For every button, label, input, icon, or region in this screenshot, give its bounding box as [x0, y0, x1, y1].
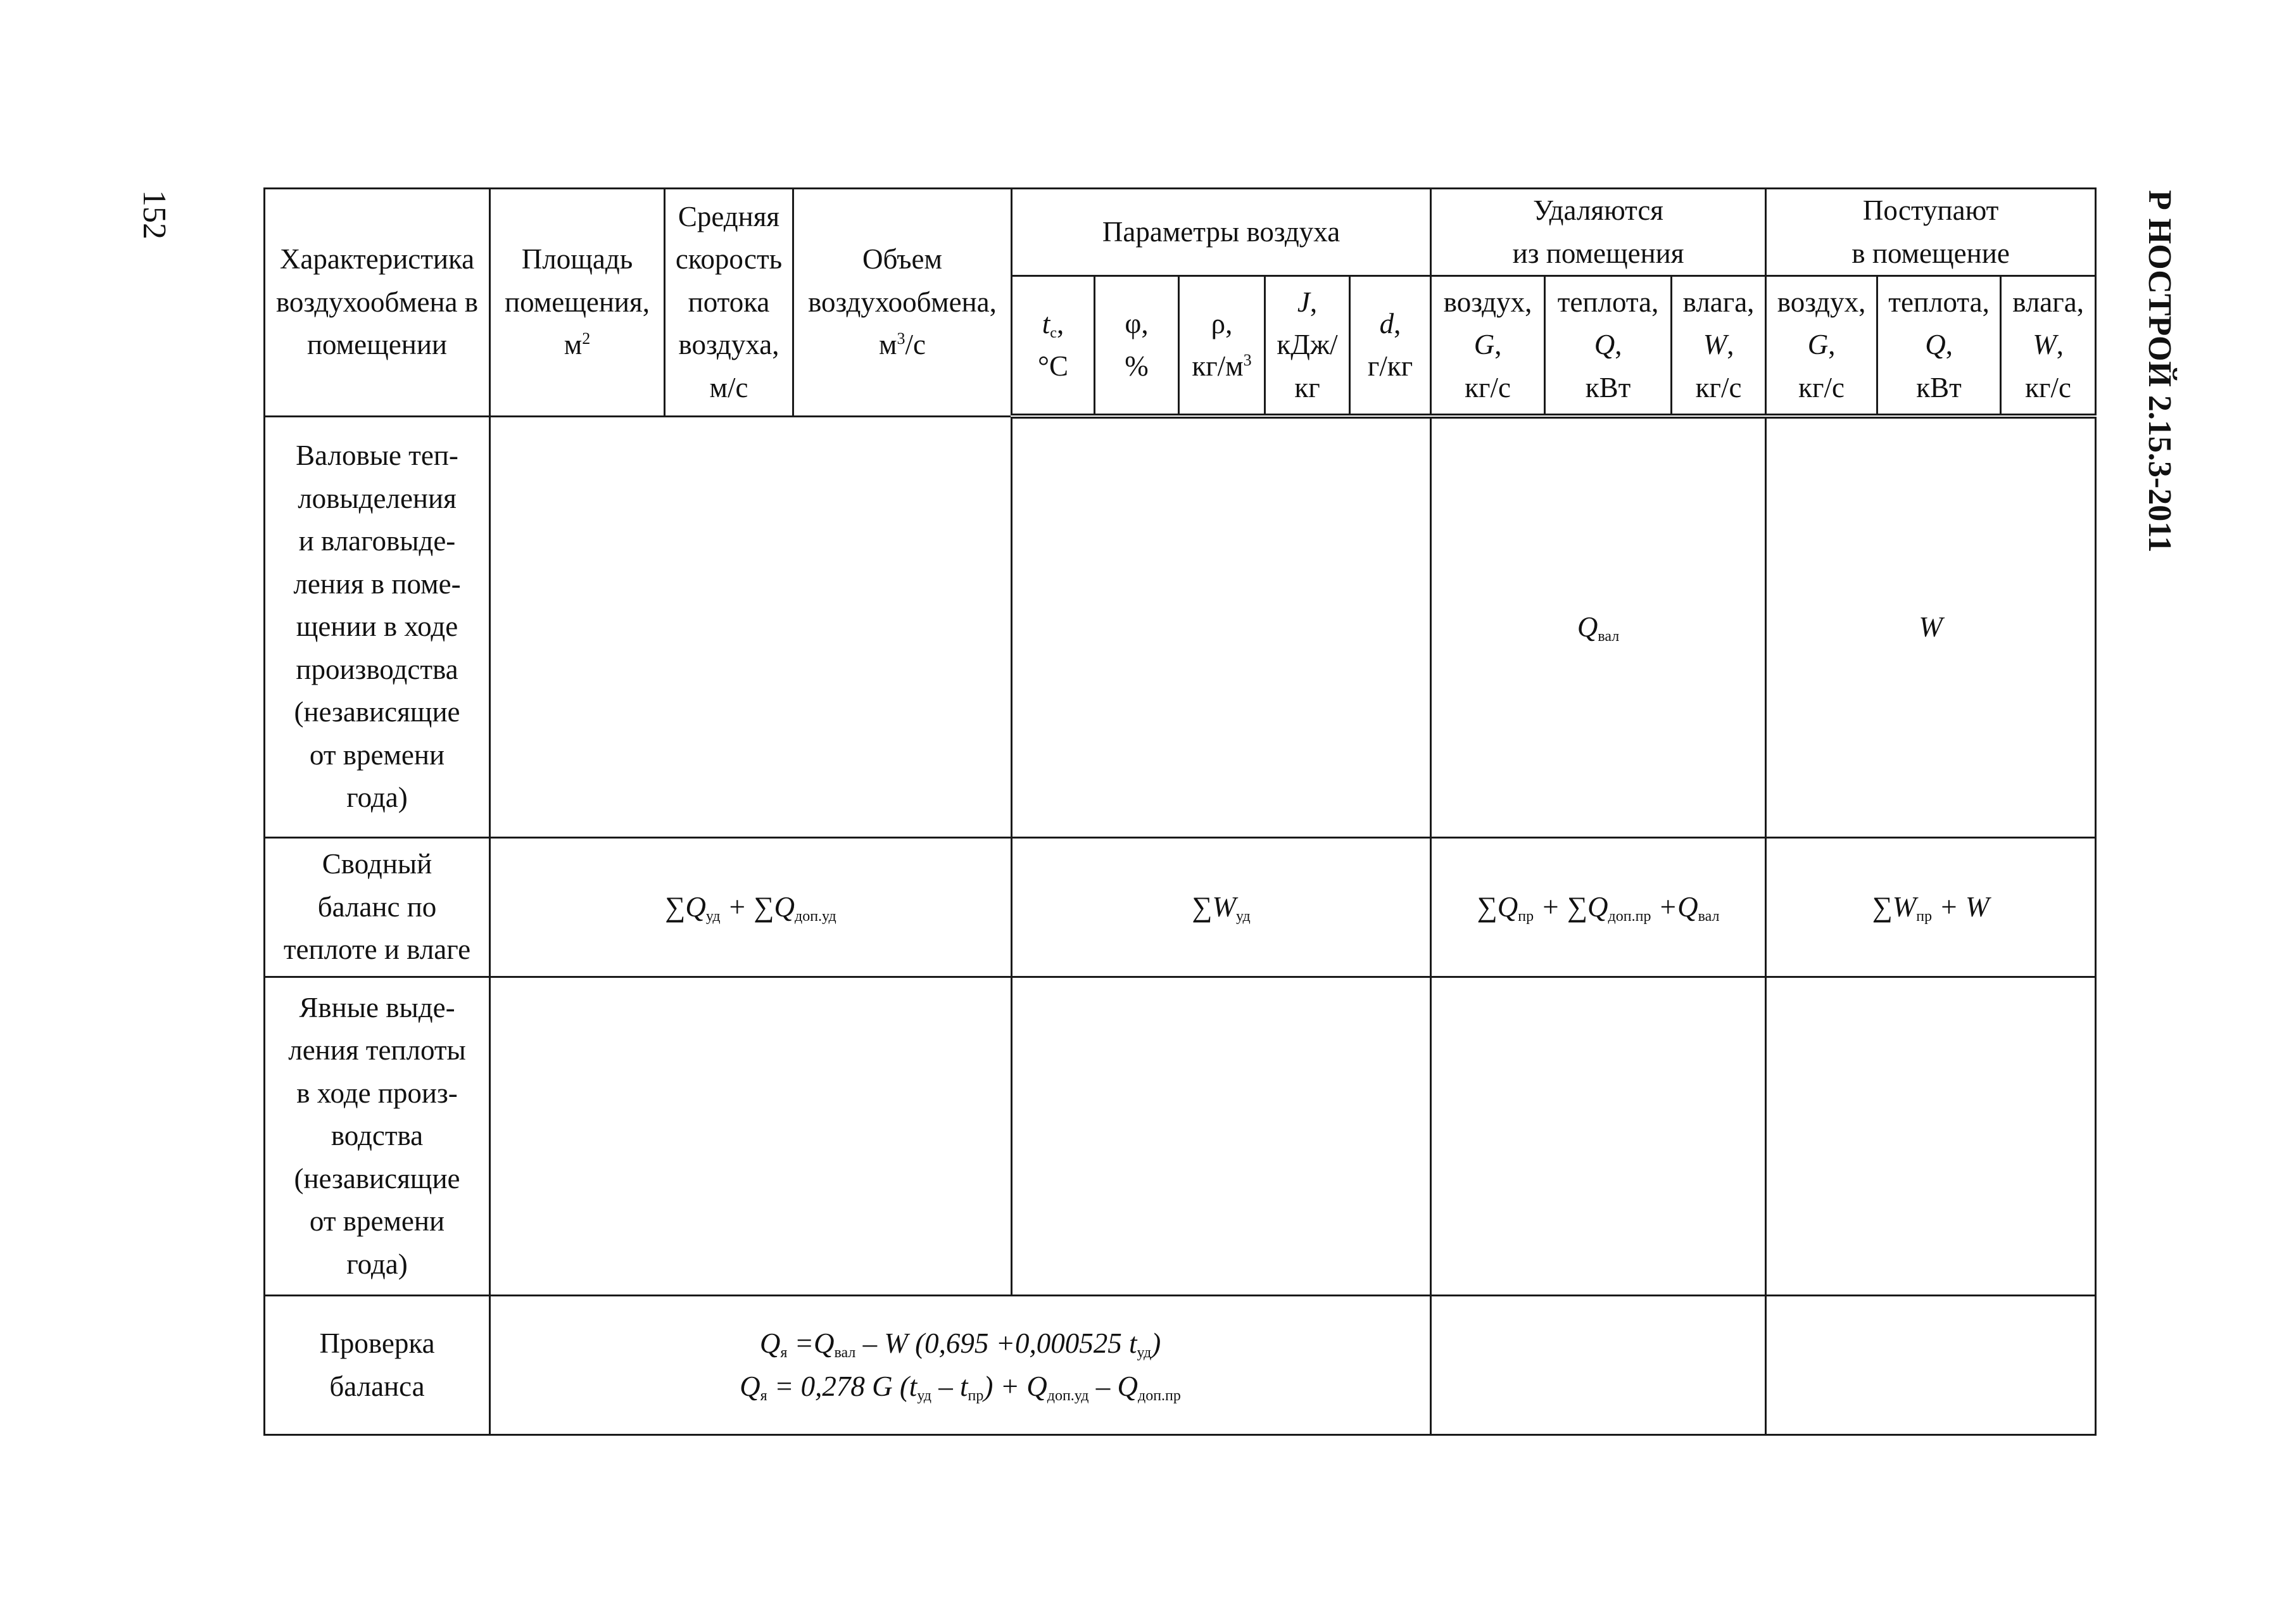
header-velocity: Средняя скорость потока воздуха, м/с	[665, 189, 793, 417]
cell-sensible-removed	[1431, 977, 1766, 1296]
row-label-sensible: Явные выде- ления теплоты в ходе произ- водства (независящие от времени года)	[265, 977, 490, 1296]
cell-gross-supplied: W	[1766, 416, 2096, 838]
header-characteristic: Характеристика воздухообмена в помещении	[265, 189, 490, 417]
header-moisture-content: d, г/кг	[1350, 276, 1431, 417]
cell-sensible-supplied	[1766, 977, 2096, 1296]
cell-sensible-air-params	[1012, 977, 1431, 1296]
cell-gross-room	[490, 416, 1012, 838]
cell-check-removed	[1431, 1296, 1766, 1435]
header-removed-moisture: влага, W, кг/с	[1672, 276, 1766, 417]
row-label-check: Проверка баланса	[265, 1296, 490, 1435]
header-air-parameters: Параметры воздуха	[1012, 189, 1431, 276]
header-supplied: Поступают в помещение	[1766, 189, 2096, 276]
cell-gross-removed: $Q_{вал}$	[1431, 416, 1766, 838]
header-humidity: φ, %	[1095, 276, 1179, 417]
formula-summary-removed-heat: $\sum Q_{уд} + \sum Q_{доп.уд}$	[490, 838, 1012, 977]
header-enthalpy: J, кДж/ кг	[1265, 276, 1350, 417]
header-supplied-heat: теплота, Q, кВт	[1877, 276, 2001, 417]
formula-summary-supplied-moisture: $\sum W_{пр} + W$	[1766, 838, 2096, 977]
formula-check-line-1: $Q_я =Q_{вал} - W$ (0,695 +0,000525 $t_{уд}$)	[759, 1327, 1161, 1361]
formula-balance-check	[490, 1296, 1431, 1435]
header-volume: Объем воздухообмена, $м^3/с$	[793, 189, 1012, 417]
page-number: 152	[136, 190, 172, 239]
formula-summary-moisture: $\sum W_{уд}$	[1012, 838, 1431, 977]
cell-gross-air-params	[1012, 416, 1431, 838]
header-density: ρ, $кг/м^3$	[1179, 276, 1265, 417]
header-supplied-moisture: влага, W, кг/с	[2001, 276, 2096, 417]
cell-sensible-room	[490, 977, 1012, 1296]
row-label-gross: Валовые теп- ловыделения и влаговыде- ления в поме- щении в ходе производства (независящие от времени года)	[265, 416, 490, 838]
air-balance-table	[263, 187, 2097, 1436]
formula-check-line-2: $Q_я = 0,278$ G $(t_{уд} - t_{пр}) + Q_{доп.уд} - Q_{доп.пр}$	[740, 1370, 1181, 1404]
header-removed: Удаляются из помещения	[1431, 189, 1766, 276]
formula-summary-supplied-heat: $\sum Q_{пр} + \sum Q_{доп.пр} +Q_{вал}$	[1431, 838, 1766, 977]
header-supplied-air: воздух, G, кг/с	[1766, 276, 1877, 417]
header-removed-air: воздух, G, кг/с	[1431, 276, 1545, 417]
row-label-summary: Сводный баланс по теплоте и влаге	[265, 838, 490, 977]
cell-check-supplied	[1766, 1296, 2096, 1435]
header-temperature: $t_c$, °C	[1012, 276, 1095, 417]
header-removed-heat: теплота, Q, кВт	[1545, 276, 1672, 417]
document-code: Р НОСТРОЙ 2.15.3-2011	[2141, 190, 2178, 553]
header-area: Площадь помещения, $м^2$	[490, 189, 665, 417]
